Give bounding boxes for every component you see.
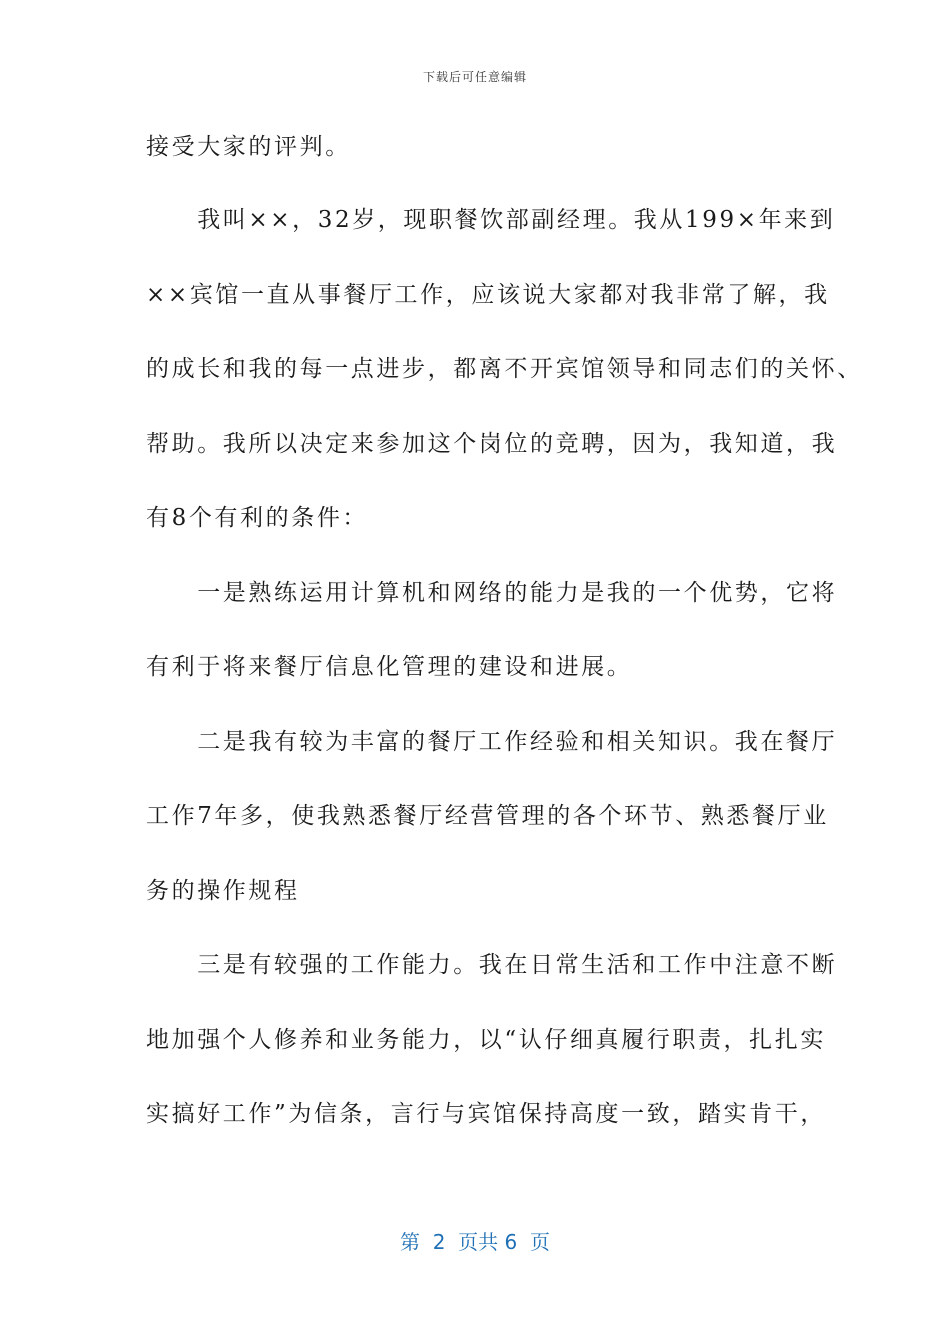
text-line: 工作7年多，使我熟悉餐厅经营管理的各个环节、熟悉餐厅业 [146,803,829,829]
text-line: 的成长和我的每一点进步，都离不开宾馆领导和同志们的关怀、 [146,356,863,382]
text-line: 接受大家的评判。 [146,134,351,160]
text-line: 务的操作规程 [146,878,300,904]
text-line: 三是有较强的工作能力。我在日常生活和工作中注意不断 [146,952,838,978]
text-line: 我叫××，32岁，现职餐饮部副经理。我从199×年来到 [146,207,836,233]
page-number-footer: 第 2 页共 6 页 [400,1230,550,1254]
text-line: ××宾馆一直从事餐厅工作，应该说大家都对我非常了解，我 [146,282,830,308]
text-line: 实搞好工作”为信条，言行与宾馆保持高度一致，踏实肯干， [146,1101,826,1127]
text-line: 有8个有利的条件： [146,505,369,531]
text-line: 一是熟练运用计算机和网络的能力是我的一个优势，它将 [146,580,838,606]
text-line: 二是我有较为丰富的餐厅工作经验和相关知识。我在餐厅 [146,729,838,755]
text-line: 地加强个人修养和业务能力，以“认仔细真履行职责，扎扎实 [146,1027,826,1053]
text-line: 帮助。我所以决定来参加这个岗位的竞聘，因为，我知道，我 [146,431,838,457]
page-header-note: 下载后可任意编辑 [422,70,527,84]
text-line: 有利于将来餐厅信息化管理的建设和进展。 [146,654,633,680]
